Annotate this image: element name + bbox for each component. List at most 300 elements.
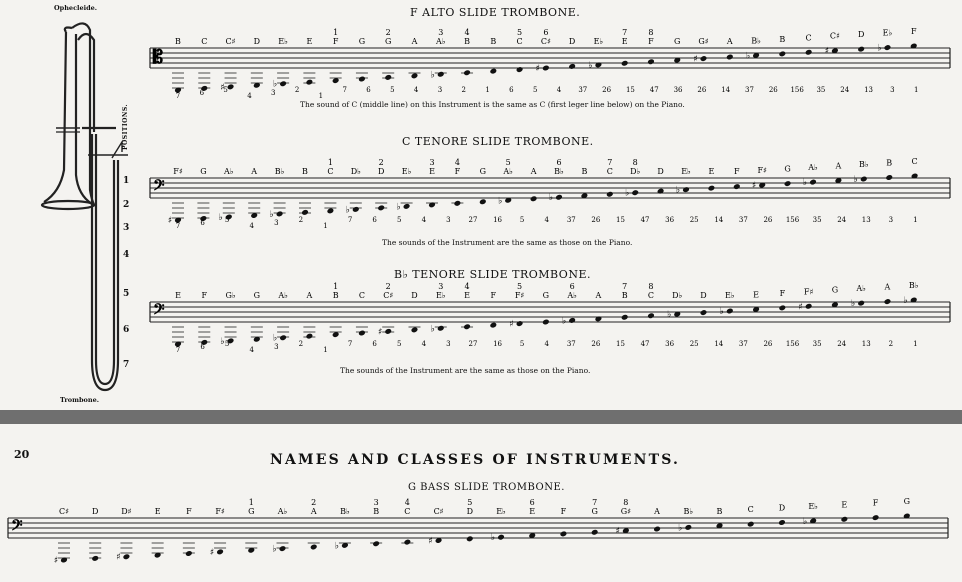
accidental-icon: ♭ [430,324,435,335]
position-number: 26 [763,216,773,224]
accidental-icon: ♯ [53,556,59,566]
note-name: C [805,33,812,43]
note-name: B [716,506,723,516]
note-head [560,531,568,538]
note-name: F [910,27,917,36]
note-head [358,330,366,337]
note-name: D [857,30,865,40]
overtone-number: 1 [333,28,339,37]
position-number: 6 [200,343,205,351]
position-number: 1 [323,346,328,354]
note-name: G [385,37,392,46]
position-number: 4 [247,92,252,100]
note-head [606,191,614,198]
note-name: E [841,500,848,510]
position-number: 7 [175,92,181,100]
note-name: E♭ [278,37,288,46]
position-number: 4 [544,340,549,348]
note-name: F [490,291,497,300]
note-name: D [568,37,576,46]
note-name: A♭ [567,291,577,300]
note-name: C [747,505,754,515]
note-name: G [831,285,839,295]
position-number: 1 [913,340,918,348]
note-head [403,203,411,210]
note-name: F♯ [215,507,225,516]
accidental-icon: ♭ [269,209,274,220]
position-number: 15 [625,86,635,94]
note-name: A♭ [503,167,513,176]
accidental-icon: ♯ [209,547,215,558]
note-head [779,51,787,58]
note-name: E♭ [496,507,506,516]
page-number: 20 [14,448,30,461]
accidental-icon: ♯ [752,181,757,192]
note-name: D [253,37,261,46]
accidental-icon: ♭ [719,307,724,317]
overtone-number: 8 [632,158,638,167]
note-name: B♭ [683,507,694,516]
section-title: C TENORE SLIDE TROMBONE. [402,135,594,148]
note-head [454,200,462,207]
music-staff [8,494,948,574]
overtone-number: 3 [438,282,444,291]
note-name: D♭ [350,167,361,176]
note-head [857,300,865,307]
overtone-number: 4 [454,158,460,167]
accidental-icon: ♭ [334,541,340,552]
overtone-number: 6 [529,498,535,507]
note-head [857,46,865,53]
note-head [306,333,314,340]
positions-label: POSITIONS. [122,103,129,150]
note-head [301,209,309,216]
position-number: 15 [615,216,625,224]
note-name: F♯ [173,167,183,176]
accidental-icon: ♭ [396,202,401,213]
note-name: G [248,507,255,516]
note-head [555,194,563,201]
position-number: 6 [372,340,377,348]
note-name: A [884,282,891,292]
position-number: 156 [790,86,804,94]
accidental-icon: ♭ [218,212,223,223]
accidental-icon: ♭ [272,544,277,555]
position-number: 16 [493,340,503,348]
accidental-icon: ♭ [345,205,350,216]
position-3: 3 [123,223,130,233]
position-number: 47 [649,86,659,94]
note-name: C♯ [433,507,444,516]
note-head [463,323,471,330]
note-name: D♭ [672,291,683,300]
note-name: G [784,164,791,174]
note-name: C [606,167,613,176]
note-name: E [529,507,536,516]
position-number: 35 [816,86,826,94]
position-number: 6 [509,86,514,94]
note-name: F [648,37,654,46]
note-head [591,529,599,536]
pitch-caption: The sounds of the Instrument are the same as those on the Piano. [340,366,591,375]
note-name: B♭ [554,167,564,176]
position-number: 1 [318,92,324,100]
position-number: 2 [461,86,466,94]
note-name: B [302,167,308,176]
note-head [479,198,487,205]
note-name: G [479,167,486,176]
accidental-icon: ♭ [803,516,808,527]
position-number: 27 [468,340,478,348]
position-number: 37 [745,86,754,94]
note-name: D [411,291,418,300]
note-name: A [654,507,660,516]
note-head [489,322,497,329]
note-name: C [647,291,655,300]
position-2: 2 [123,200,130,210]
note-head [542,65,550,72]
position-number: 24 [837,216,847,224]
position-number: 3 [446,340,451,348]
note-head [327,208,335,215]
ophecleide-label: Ophecleide. [54,4,98,12]
note-name: C♯ [59,507,69,516]
note-head [778,519,786,526]
note-head [700,55,708,62]
position-number: 1 [323,222,328,230]
section-title: F ALTO SLIDE TROMBONE. [410,6,581,19]
position-number: 5 [396,216,402,224]
note-name: C [358,291,365,300]
note-name: G♯ [620,507,631,516]
overtone-number: 7 [607,158,613,167]
accidental-icon: ♯ [509,319,514,330]
note-head [276,211,284,218]
note-name: F [872,498,879,508]
position-number: 7 [347,340,353,348]
position-number: 24 [840,86,850,94]
position-number: 37 [738,216,748,224]
trombone-label: Trombone. [60,396,100,404]
position-number: 7 [175,222,181,230]
note-name: C [327,167,334,176]
overtone-number: 3 [373,498,379,507]
position-number: 1 [485,86,490,94]
note-name: B♭ [274,167,285,176]
note-name: G [253,291,261,300]
position-number: 14 [721,86,731,94]
note-head [216,549,224,556]
note-head [516,320,524,327]
note-head [872,514,880,521]
position-number: 3 [446,216,451,224]
overtone-number: 8 [648,282,654,291]
position-number: 13 [864,86,874,94]
position-number: 2 [294,86,300,94]
clef-icon: 𝄢 [153,301,165,322]
note-name: G [903,497,910,506]
note-name: A [310,507,317,516]
note-name: D [92,507,99,516]
overtone-number: 4 [464,282,470,291]
position-number: 26 [763,340,773,348]
overtone-number: 8 [623,498,629,507]
position-number: 15 [615,340,625,348]
accidental-icon: ♭ [272,333,278,344]
position-number: 6 [372,216,377,224]
note-head [411,327,419,334]
overtone-number: 7 [622,282,628,291]
overtone-number: 6 [543,28,549,37]
accidental-icon: ♯ [798,302,803,313]
position-number: 36 [665,340,675,348]
note-name: F [332,37,339,46]
clef-icon: 𝄢 [11,517,23,538]
note-head [684,524,692,531]
position-number: 35 [812,216,822,224]
note-name: A♭ [277,507,288,516]
accidental-icon: ♯ [220,82,225,93]
position-number: 1 [913,216,918,224]
accidental-icon: ♭ [853,175,858,186]
note-name: F♯ [514,291,525,300]
position-number: 6 [199,89,205,97]
accidental-icon: ♭ [430,70,435,81]
note-name: A [726,37,733,46]
note-head [621,314,629,321]
accidental-icon: ♭ [548,193,554,204]
note-name: B♭ [751,36,761,46]
note-name: D [700,291,707,300]
note-head [682,186,690,193]
note-name: C♯ [383,291,394,300]
position-number: 6 [366,86,371,94]
note-name: B [621,291,628,300]
note-head [352,206,360,213]
note-head [647,312,655,319]
note-name: A♭ [856,284,866,294]
accidental-icon: ♭ [802,178,808,189]
accidental-icon: ♯ [824,46,830,57]
note-head [542,319,550,326]
overtone-number: 1 [248,498,254,507]
note-name: F♯ [803,287,814,297]
note-name: A♭ [224,167,234,176]
position-number: 5 [519,340,525,348]
note-name: E♭ [401,167,412,176]
position-number: 1 [913,86,919,94]
accidental-icon: ♯ [378,327,383,338]
overtone-number: 2 [385,28,391,37]
position-number: 25 [689,216,699,224]
note-name: A [530,167,537,176]
accidental-icon: ♯ [693,54,698,65]
note-head [411,73,419,80]
position-number: 36 [665,216,675,224]
overtone-number: 5 [517,282,523,291]
position-number: 4 [249,346,254,354]
note-head [358,76,366,83]
overtone-number: 3 [429,158,435,167]
position-number: 3 [271,89,276,97]
clef-icon: 𝄢 [153,177,165,198]
position-7: 7 [123,360,130,370]
note-head [372,540,380,547]
position-1: 1 [123,176,130,186]
note-name: B [779,34,786,44]
note-head [463,69,471,76]
note-head [516,66,524,73]
accidental-icon: ♯ [116,552,121,563]
overtone-number: 4 [464,28,470,37]
position-number: 5 [532,86,538,94]
note-name: A [595,291,602,300]
overtone-number: 2 [385,282,391,291]
note-name: B [332,291,339,300]
note-name: D♯ [121,507,132,516]
note-name: F [454,167,461,176]
position-number: 7 [347,216,353,224]
note-name: B [581,167,588,176]
position-number: 36 [673,86,683,94]
note-name: C♯ [829,31,840,41]
section-title: B♭ TENORE SLIDE TROMBONE. [394,268,591,281]
note-name: E♭ [593,37,604,46]
position-number: 2 [888,340,894,348]
note-head [279,80,287,87]
note-head [779,305,787,312]
note-name: G [674,37,681,46]
note-head [428,201,436,208]
note-head [708,185,716,192]
position-number: 27 [468,216,478,224]
overtone-number: 7 [622,28,628,37]
note-name: B♭ [908,281,919,290]
position-number: 2 [298,340,304,348]
note-name: F [186,507,192,516]
note-name: A♭ [435,37,446,46]
note-head [384,328,392,335]
position-number: 7 [342,86,347,94]
position-5: 5 [123,289,130,299]
note-name: E [464,291,470,300]
position-number: 4 [249,222,254,230]
position-number: 5 [390,86,395,94]
note-name: B [464,37,470,46]
position-number: 3 [890,86,895,94]
accidental-icon: ♭ [272,79,278,90]
accidental-icon: ♭ [675,185,681,196]
note-name: D [657,167,664,176]
note-head [595,316,603,323]
position-number: 5 [224,340,230,348]
accidental-icon: ♯ [167,216,173,226]
note-name: D♭ [630,167,641,176]
note-name: A [411,37,418,46]
overtone-number: 4 [404,498,410,507]
position-number: 7 [175,346,181,354]
position-number: 24 [837,340,847,348]
note-name: G♭ [225,291,236,300]
note-name: A♭ [278,291,288,300]
note-name: D [466,507,473,516]
note-name: A [251,167,258,176]
position-number: 4 [556,86,562,94]
accidental-icon: ♯ [428,536,433,547]
accidental-icon: ♭ [220,336,225,347]
position-number: 47 [640,340,650,348]
accidental-icon: ♭ [877,43,882,54]
note-head [653,526,661,533]
overtone-number: 5 [467,498,473,507]
note-name: E [306,37,313,46]
note-name: E [621,37,628,46]
position-number: 25 [689,340,699,348]
note-head [726,54,734,61]
note-head [185,550,193,557]
note-head [726,308,734,315]
note-head [279,545,287,552]
note-head [568,317,576,324]
note-name: B [886,158,893,168]
accidental-icon: ♯ [535,64,541,74]
position-number: 156 [785,340,800,348]
position-number: 5 [519,216,525,224]
note-name: B♭ [858,160,869,170]
position-number: 35 [812,340,822,348]
note-name: E♭ [808,501,818,511]
accidental-icon: ♭ [588,60,593,71]
position-number: 4 [421,216,427,224]
overtone-number: 8 [648,28,654,37]
position-number: 14 [714,216,724,224]
position-number: 26 [591,216,601,224]
overtone-number: 5 [505,158,511,167]
note-head [860,176,868,183]
note-head [123,553,131,560]
note-head [310,544,318,551]
position-number: 37 [566,340,576,348]
position-number: 2 [298,216,304,224]
note-name: G [591,507,598,516]
note-head [700,309,708,316]
note-name: B [175,37,181,46]
music-staff [150,148,950,244]
page-divider [0,410,962,424]
clef-icon: 𝄡 [153,47,164,68]
note-name: G [358,37,366,46]
note-head [568,63,576,70]
note-name: C [516,37,523,46]
position-number: 4 [544,216,549,224]
note-name: E♭ [435,291,446,300]
accidental-icon: ♭ [678,523,683,534]
note-name: G [200,167,207,176]
note-name: C [201,37,208,46]
note-head [805,303,813,310]
note-name: E [753,290,759,300]
accidental-icon: ♭ [667,310,672,321]
note-head [595,62,603,69]
score-page-bottom [0,424,962,582]
note-head [841,516,849,523]
position-number: 37 [578,86,588,94]
accidental-icon: ♭ [745,51,751,62]
accidental-icon: ♭ [562,316,567,327]
note-head [227,84,235,91]
overtone-number: 7 [592,498,598,507]
note-head [530,195,538,202]
